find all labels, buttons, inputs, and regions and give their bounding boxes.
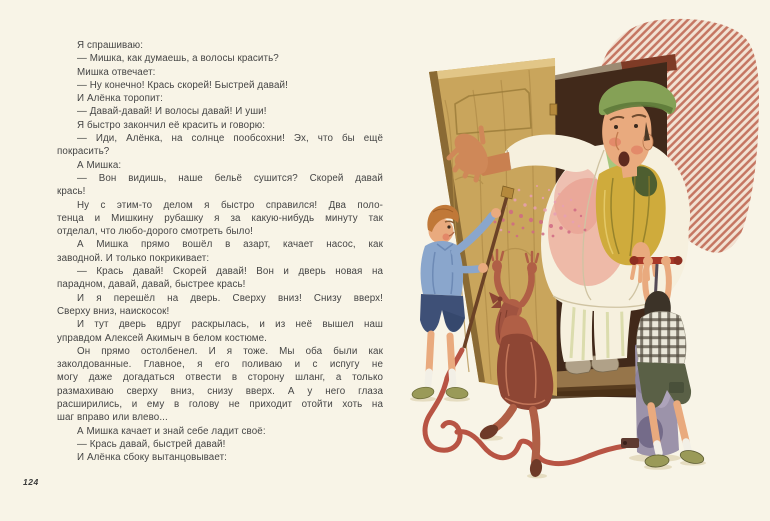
text-line: Я спрашиваю: bbox=[77, 40, 144, 51]
text-line: — Ну конечно! Крась скорей! Быстрей давай! bbox=[77, 79, 288, 91]
text-line: И Алёнка торопит: bbox=[77, 93, 163, 105]
story-text bbox=[57, 39, 383, 465]
text-line: — Крась давай! Скорей давай! Вон и дверь новая на bbox=[77, 266, 383, 278]
text-line: парадном, давай, давай, быстрее крась! bbox=[57, 279, 246, 291]
text-line: расширились, и ему в голову не приходит отойти хоть на bbox=[57, 399, 383, 411]
text-line: размахиваю сверху вниз, снизу вверх. А у него глаза bbox=[57, 385, 383, 397]
text-line: — Мишка, как думаешь, а волосы красить? bbox=[77, 53, 279, 65]
text-line: — Крась давай, быстрей давай! bbox=[77, 438, 226, 450]
text-line: — Вон видишь, наше бельё сушится? Скорей давай bbox=[77, 172, 383, 184]
text-line: Сверху вниз, наискосок! bbox=[57, 305, 170, 317]
text-line: покрасить? bbox=[57, 146, 110, 158]
text-line: могу даже догадаться отвести в сторону шланг, а только bbox=[57, 372, 383, 384]
text-line: управдом Алексей Акимыч в белом костюме. bbox=[57, 332, 268, 344]
text-line: И я перешёл на дверь. Сверху вниз! Снизу вверх! bbox=[77, 292, 383, 304]
story-illustration bbox=[385, 0, 770, 521]
page-number: 124 bbox=[23, 477, 39, 487]
text-line: Ну с этим-то делом я быстро справился! Два поло- bbox=[77, 199, 383, 211]
text-line: Я быстро закончил её красить и говорю: bbox=[77, 119, 266, 131]
text-line: А Мишка прямо вошёл в азарт, качает насос, как bbox=[77, 239, 383, 251]
text-line: А Мишка качает и знай себе ладит своё: bbox=[77, 425, 266, 437]
text-line: заводной. И только покрикивает: bbox=[57, 252, 210, 264]
text-line: — Иди, Алёнка, на солнце пообсохни! Эх, что бы ещё bbox=[77, 133, 383, 145]
text-line: крась! bbox=[57, 186, 86, 198]
text-line: Он прямо остолбенел. И я тоже. Мы оба были как bbox=[77, 345, 383, 357]
text-line: — Давай-давай! И волосы давай! И уши! bbox=[77, 106, 267, 118]
text-line: И тут дверь вдруг раскрылась, и из неё вышел наш bbox=[77, 319, 383, 331]
text-line: заколдованные. Главное, я его поливаю и с испугу не bbox=[57, 359, 383, 371]
text-line: шаг вправо или влево... bbox=[57, 412, 168, 424]
text-line: А Мишка: bbox=[77, 159, 122, 171]
text-line: тенца и Мишкину рубашку я за какую-нибудь минуту так bbox=[57, 212, 383, 224]
text-line: Мишка отвечает: bbox=[77, 66, 156, 78]
text-line: отделал, что любо-дорого смотреть было! bbox=[57, 226, 253, 238]
text-line: И Алёнка сбоку вытанцовывает: bbox=[77, 452, 227, 464]
